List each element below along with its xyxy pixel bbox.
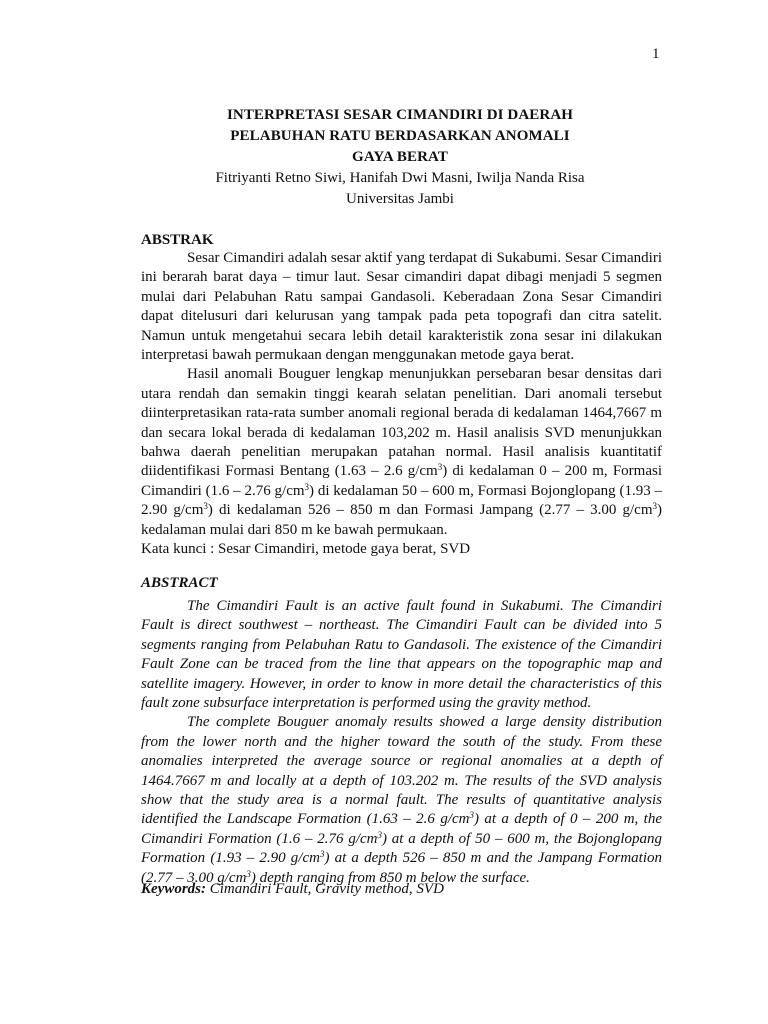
abstract-paragraph-1: The Cimandiri Fault is an active fault found in Sukabumi. The Cimandiri Fault is direct southwest – northeast. The Cimandiri Fault can be divided into 5 segments ranging from Pelabuhan Ratu to Gandasoli. The existence of the Cimandiri Fault Zone can be traced from the line that appears on the topographic map and satellite imagery. However, in order to know in more detail the characteristics of this fault zone subsurface interpretation is performed using the gravity method. xyxy=(141,598,662,712)
abstrak-paragraph-2: Hasil anomali Bouguer lengkap menunjukkan persebaran besar densitas dari utara rendah dan semakin tinggi kearah selatan penelitian. Dari anomali tersebut diinterpretasikan rata-rata sumber anomali regional berada di kedalaman 1464,7667 m dan secara lokal berada di kedalaman 103,202 m. Hasil analisis SVD menunjukkan bahwa daerah penelitian merupakan patahan normal. Hasil analisis kuantitatif diidentifikasi Formasi Bentang (1.63 – 2.6 $g/cm^3$) di kedalaman 0 – 200 m, Formasi Cimandiri (1.6 – 2.76 $g/cm^3$) di kedalaman 50 – 600 m, Formasi Bojonglopang (1.93 – 2.90 $g/cm^3$) di kedalaman 526 – 850 m dan Formasi Jampang (2.77 – 3.00 $g/cm^3$) kedalaman mulai dari 850 m ke bawah permukaan. xyxy=(141,366,663,538)
abstrak-paragraph-1: Sesar Cimandiri adalah sesar aktif yang terdapat di Sukabumi. Sesar Cimandiri ini berarah barat daya – timur laut. Sesar cimandiri dapat dibagi menjadi 5 segmen mulai dari Pelabuhan Ratu sampai Gandasoli. Keberadaan Zona Sesar Cimandiri dapat ditelusuri dari kelurusan yang tampak pada peta topografi dan citra satelit. Namun untuk mengetahui secara lebih detail karakteristik zona sesar ini dilakukan interpretasi bawah permukaan dengan menggunakan metode gaya berat. xyxy=(141,250,662,364)
title-line: INTERPRETASI SESAR CIMANDIRI DI DAERAH xyxy=(226,107,574,123)
keywords-text: Cimandiri Fault, Gravity method, SVD xyxy=(206,881,444,897)
author-list: Fitriyanti Retno Siwi, Hanifah Dwi Masni, Iwilja Nanda Risa xyxy=(215,170,585,186)
title-block xyxy=(140,105,660,210)
abstract-paragraph-2: The complete Bouguer anomaly results showed a large density distribution from the lower north and the higher toward the south of the study. From these anomalies interpreted the average source or regional anomalies at a depth of 1464.7667 m and locally at a depth of 103.202 m. The results of the SVD analysis show that the study area is a normal fault. The results of quantitative analysis identified the Landscape Formation (1.63 – 2.6 $g/cm^3$) at a depth of 0 – 200 m, the Cimandiri Formation (1.6 – 2.76 $g/cm^3$) at a depth of 50 – 600 m, the Bojonglopang Formation (1.93 – 2.90 $g/cm^3$) at a depth 526 – 850 m and the Jampang Formation (2.77 – 3.00 $g/cm^3$) depth ranging from 850 m below the surface. xyxy=(141,714,663,886)
kata-kunci: Kata kunci : Sesar Cimandiri, metode gaya berat, SVD xyxy=(141,541,471,557)
affiliation: Universitas Jambi xyxy=(346,191,454,207)
title-line: GAYA BERAT xyxy=(352,149,448,165)
abstract-body xyxy=(141,597,662,888)
keywords xyxy=(141,881,444,898)
page-number: 1 xyxy=(652,46,660,62)
title-line: PELABUHAN RATU BERDASARKAN ANOMALI xyxy=(230,128,570,144)
abstrak-heading: ABSTRAK xyxy=(141,232,214,248)
abstract-heading: ABSTRACT xyxy=(141,575,218,591)
abstrak-body xyxy=(141,249,662,540)
keywords-label: Keywords: xyxy=(141,881,206,897)
